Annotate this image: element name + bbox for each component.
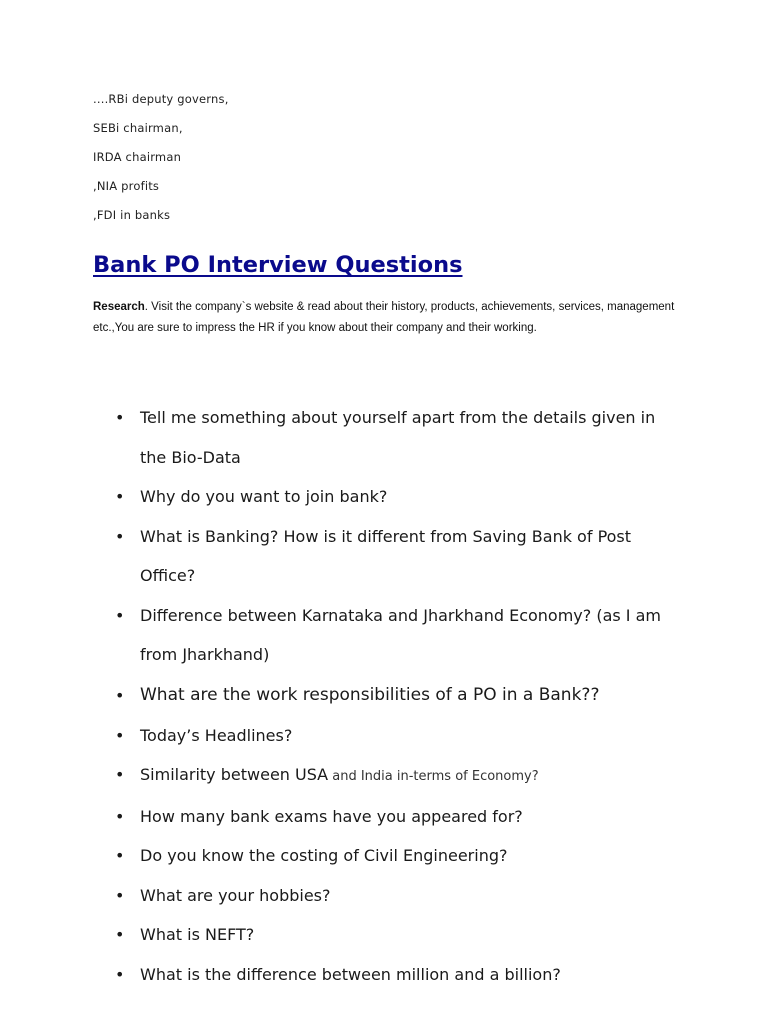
bullet-icon: • — [115, 487, 125, 506]
list-item — [113, 398, 673, 477]
question-text: Do you know the costing of Civil Engineering? — [140, 846, 508, 865]
list-item — [113, 836, 673, 876]
questions-list — [113, 398, 673, 994]
note-line: ....RBi deputy governs, — [93, 92, 229, 106]
bullet-icon: • — [115, 725, 125, 745]
question-text: Similarity between USA — [140, 765, 329, 784]
question-text: What are the work responsibilities of a PO in a Bank?? — [140, 684, 600, 705]
question-text: What is NEFT? — [140, 925, 255, 944]
note-line: IRDA chairman — [93, 150, 182, 164]
intro-paragraph — [93, 297, 693, 339]
list-item — [113, 876, 673, 916]
intro-bold-label: Research — [93, 301, 145, 313]
bullet-icon: • — [115, 605, 125, 625]
list-item — [113, 716, 673, 756]
bullet-icon: • — [115, 526, 125, 546]
question-text: Tell me something about yourself apart from the details given in the Bio-Data — [140, 408, 656, 467]
list-item — [113, 915, 673, 955]
question-text: What are your hobbies? — [140, 885, 331, 905]
question-text: What is Banking? How is it different from Saving Bank of Post Office? — [140, 526, 632, 585]
question-text: What is the difference between million and a billion? — [140, 964, 561, 984]
bullet-icon: • — [115, 885, 125, 905]
question-text: Why do you want to join bank? — [140, 487, 388, 506]
bullet-icon: • — [115, 964, 125, 984]
question-text: Today’s Headlines? — [140, 725, 293, 745]
intro-text: . Visit the company`s website & read about their history, products, achievements, services, management etc.,You are sure to impress the HR if you know about their company and their working. — [93, 301, 675, 334]
question-text-small: and India in-terms of Economy? — [328, 769, 539, 784]
list-item — [113, 477, 673, 517]
bullet-icon: • — [115, 685, 125, 705]
question-text: How many bank exams have you appeared for? — [140, 806, 523, 826]
list-item — [113, 797, 673, 837]
note-line: SEBi chairman, — [93, 121, 183, 135]
list-item — [113, 755, 673, 797]
bullet-icon: • — [115, 846, 125, 865]
bullet-icon: • — [115, 765, 125, 784]
list-item — [113, 675, 673, 716]
notes-list — [93, 92, 229, 237]
bullet-icon: • — [115, 925, 125, 944]
question-text: Difference between Karnataka and Jharkhand Economy? (as I am from Jharkhand) — [140, 605, 661, 664]
note-line: ,NIA profits — [93, 179, 160, 193]
bullet-icon: • — [115, 806, 125, 826]
note-line: ,FDI in banks — [93, 208, 171, 222]
list-item — [113, 955, 673, 995]
list-item — [113, 596, 673, 675]
list-item — [113, 517, 673, 596]
page-title[interactable]: Bank PO Interview Questions — [93, 252, 463, 278]
bullet-icon: • — [115, 408, 125, 427]
